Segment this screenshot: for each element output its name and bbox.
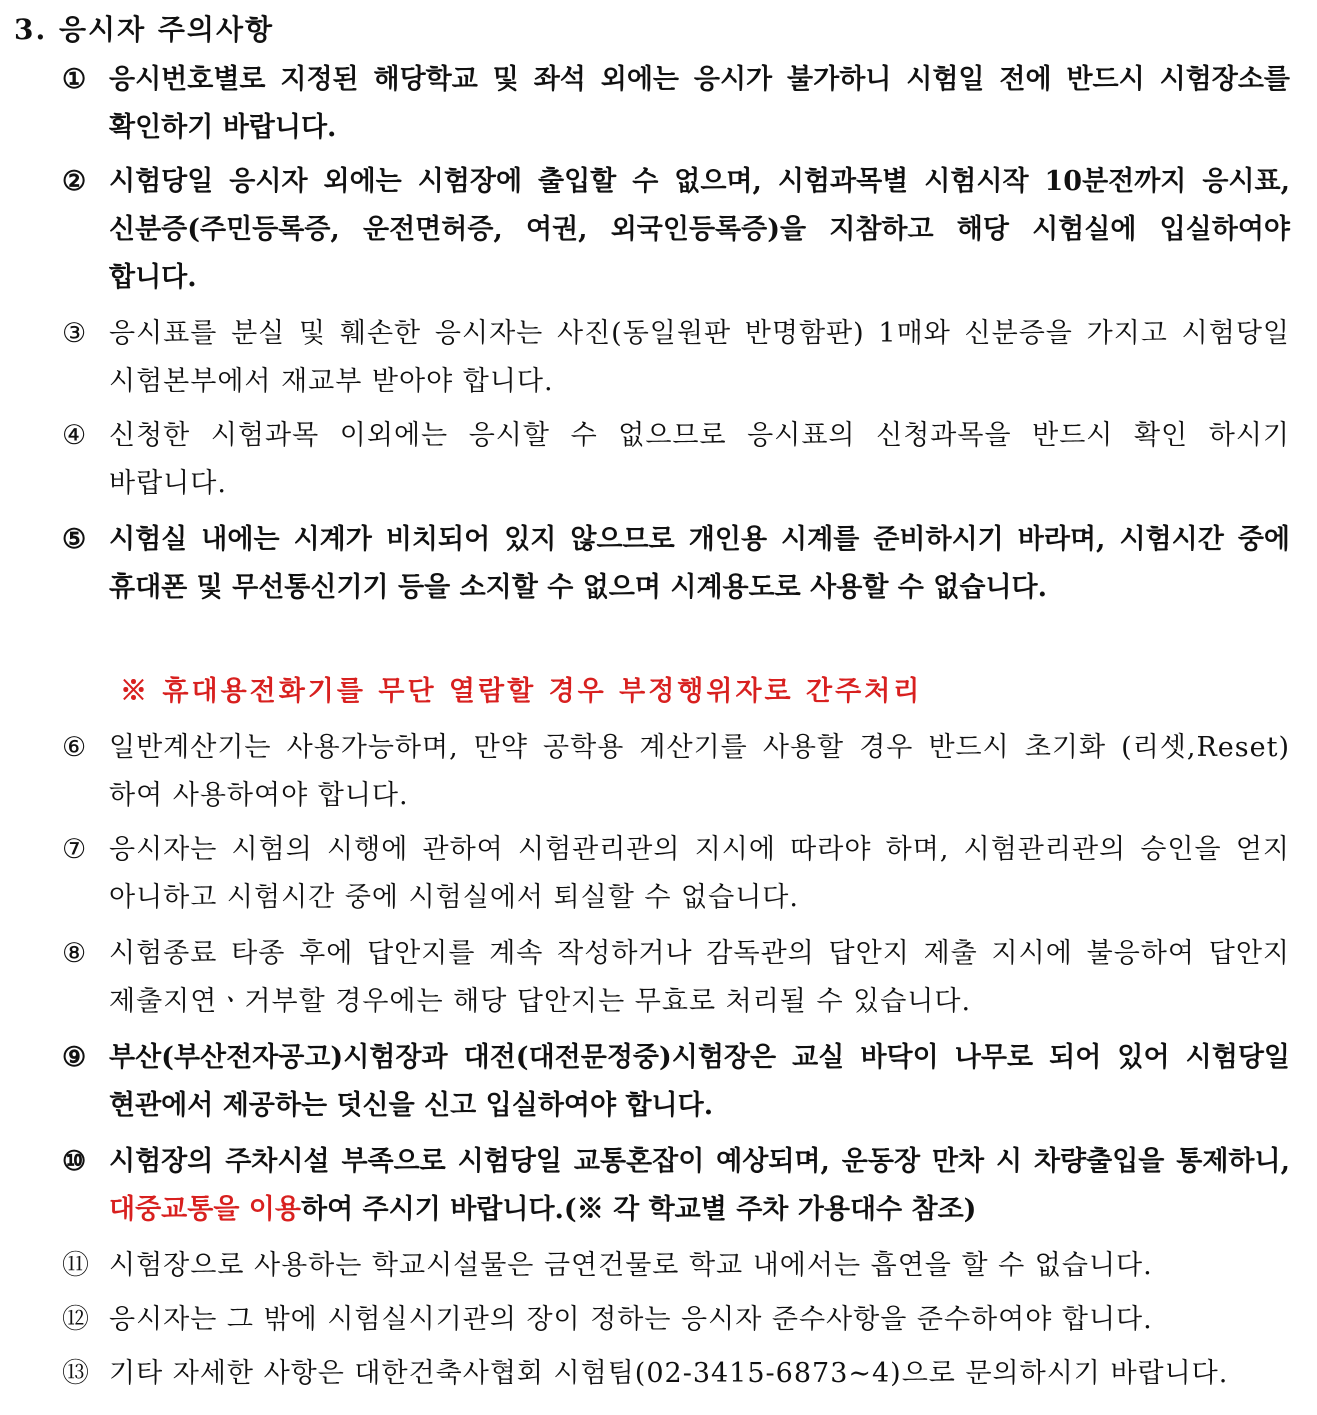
item-number: ⑧ <box>62 938 88 969</box>
item-text-part: 하여 주시기 바랍니다.(※ 각 학교별 주차 가용대수 참조) <box>300 1194 977 1225</box>
notice-item-2 <box>62 158 1290 302</box>
item-text-part: 시험장의 주차시설 부족으로 시험당일 교통혼잡이 예상되며, 운동장 만차 시 차량출입을 통제하니, <box>109 1146 1290 1177</box>
item-number: ③ <box>62 318 88 349</box>
item-number: ⑤ <box>62 524 87 555</box>
item-text <box>109 1138 1290 1234</box>
item-text: 응시자는 그 밖에 시험실시기관의 장이 정하는 응시자 준수사항을 준수하여야 합니다. <box>109 1304 1153 1335</box>
warning-note: ※ 휴대용전화기를 무단 열람할 경우 부정행위자로 간주처리 <box>120 676 923 707</box>
item-text: 기타 자세한 사항은 대한건축사협회 시험팀(02-3415-6873∼4)으로 문의하시기 바랍니다. <box>109 1358 1229 1389</box>
section-title: 3. 응시자 주의사항 <box>14 13 275 46</box>
item-number: ⑦ <box>62 834 88 865</box>
item-number: ④ <box>62 420 88 451</box>
item-text: 신청한 시험과목 이외에는 응시할 수 없으므로 응시표의 신청과목을 반드시 확인 하시기 바랍니다. <box>109 420 1290 499</box>
notice-item-1 <box>62 56 1290 152</box>
item-number: ① <box>62 64 87 95</box>
notice-item-6 <box>62 724 1290 820</box>
item-text: 시험실 내에는 시계가 비치되어 있지 않으므로 개인용 시계를 준비하시기 바라며, 시험시간 중에 휴대폰 및 무선통신기기 등을 소지할 수 없으며 시계용도로 사용할 수 없습니다. <box>109 524 1290 603</box>
notice-item-7 <box>62 826 1290 922</box>
item-number: ⑩ <box>62 1146 87 1177</box>
notice-item-13 <box>62 1350 1290 1398</box>
item-text: 시험종료 타종 후에 답안지를 계속 작성하거나 감독관의 답안지 제출 지시에 불응하여 답안지 제출지연ㆍ거부할 경우에는 해당 답안지는 무효로 처리될 수 있습니다. <box>109 938 1290 1017</box>
item-text: 부산(부산전자공고)시험장과 대전(대전문정중)시험장은 교실 바닥이 나무로 되어 있어 시험당일 현관에서 제공하는 덧신을 신고 입실하여야 합니다. <box>109 1042 1290 1121</box>
item-text: 응시자는 시험의 시행에 관하여 시험관리관의 지시에 따라야 하며, 시험관리관의 승인을 얻지 아니하고 시험시간 중에 시험실에서 퇴실할 수 없습니다. <box>109 834 1290 913</box>
notice-item-5 <box>62 516 1290 612</box>
notice-item-12 <box>62 1296 1290 1344</box>
item-number: ⑨ <box>62 1042 87 1073</box>
item-text: 시험장으로 사용하는 학교시설물은 금연건물로 학교 내에서는 흡연을 할 수 없습니다. <box>109 1250 1153 1281</box>
public-transport-highlight: 대중교통을 이용 <box>109 1194 301 1225</box>
notice-item-3 <box>62 310 1290 406</box>
item-text: 응시표를 분실 및 훼손한 응시자는 사진(동일원판 반명함판) 1매와 신분증을 가지고 시험당일 시험본부에서 재교부 받아야 합니다. <box>109 318 1290 397</box>
notice-item-4 <box>62 412 1290 508</box>
item-number: ⑬ <box>62 1358 90 1389</box>
item-number: ⑥ <box>62 732 88 763</box>
notice-item-11 <box>62 1242 1290 1290</box>
item-text: 일반계산기는 사용가능하며, 만약 공학용 계산기를 사용할 경우 반드시 초기화 (리셋,Reset)하여 사용하여야 합니다. <box>109 732 1290 811</box>
item-number: ⑪ <box>62 1250 90 1281</box>
notice-item-9 <box>62 1034 1290 1130</box>
item-number: ② <box>62 166 87 197</box>
notice-item-10 <box>62 1138 1290 1234</box>
item-text: 응시번호별로 지정된 해당학교 및 좌석 외에는 응시가 불가하니 시험일 전에 반드시 시험장소를 확인하기 바랍니다. <box>109 64 1290 143</box>
notice-item-8 <box>62 930 1290 1026</box>
item-number: ⑫ <box>62 1304 90 1335</box>
item-text: 시험당일 응시자 외에는 시험장에 출입할 수 없으며, 시험과목별 시험시작 10분전까지 응시표, 신분증(주민등록증, 운전면허증, 여권, 외국인등록증)을 지참하고 해당 시험실에 입실하여야 합니다. <box>109 166 1290 293</box>
